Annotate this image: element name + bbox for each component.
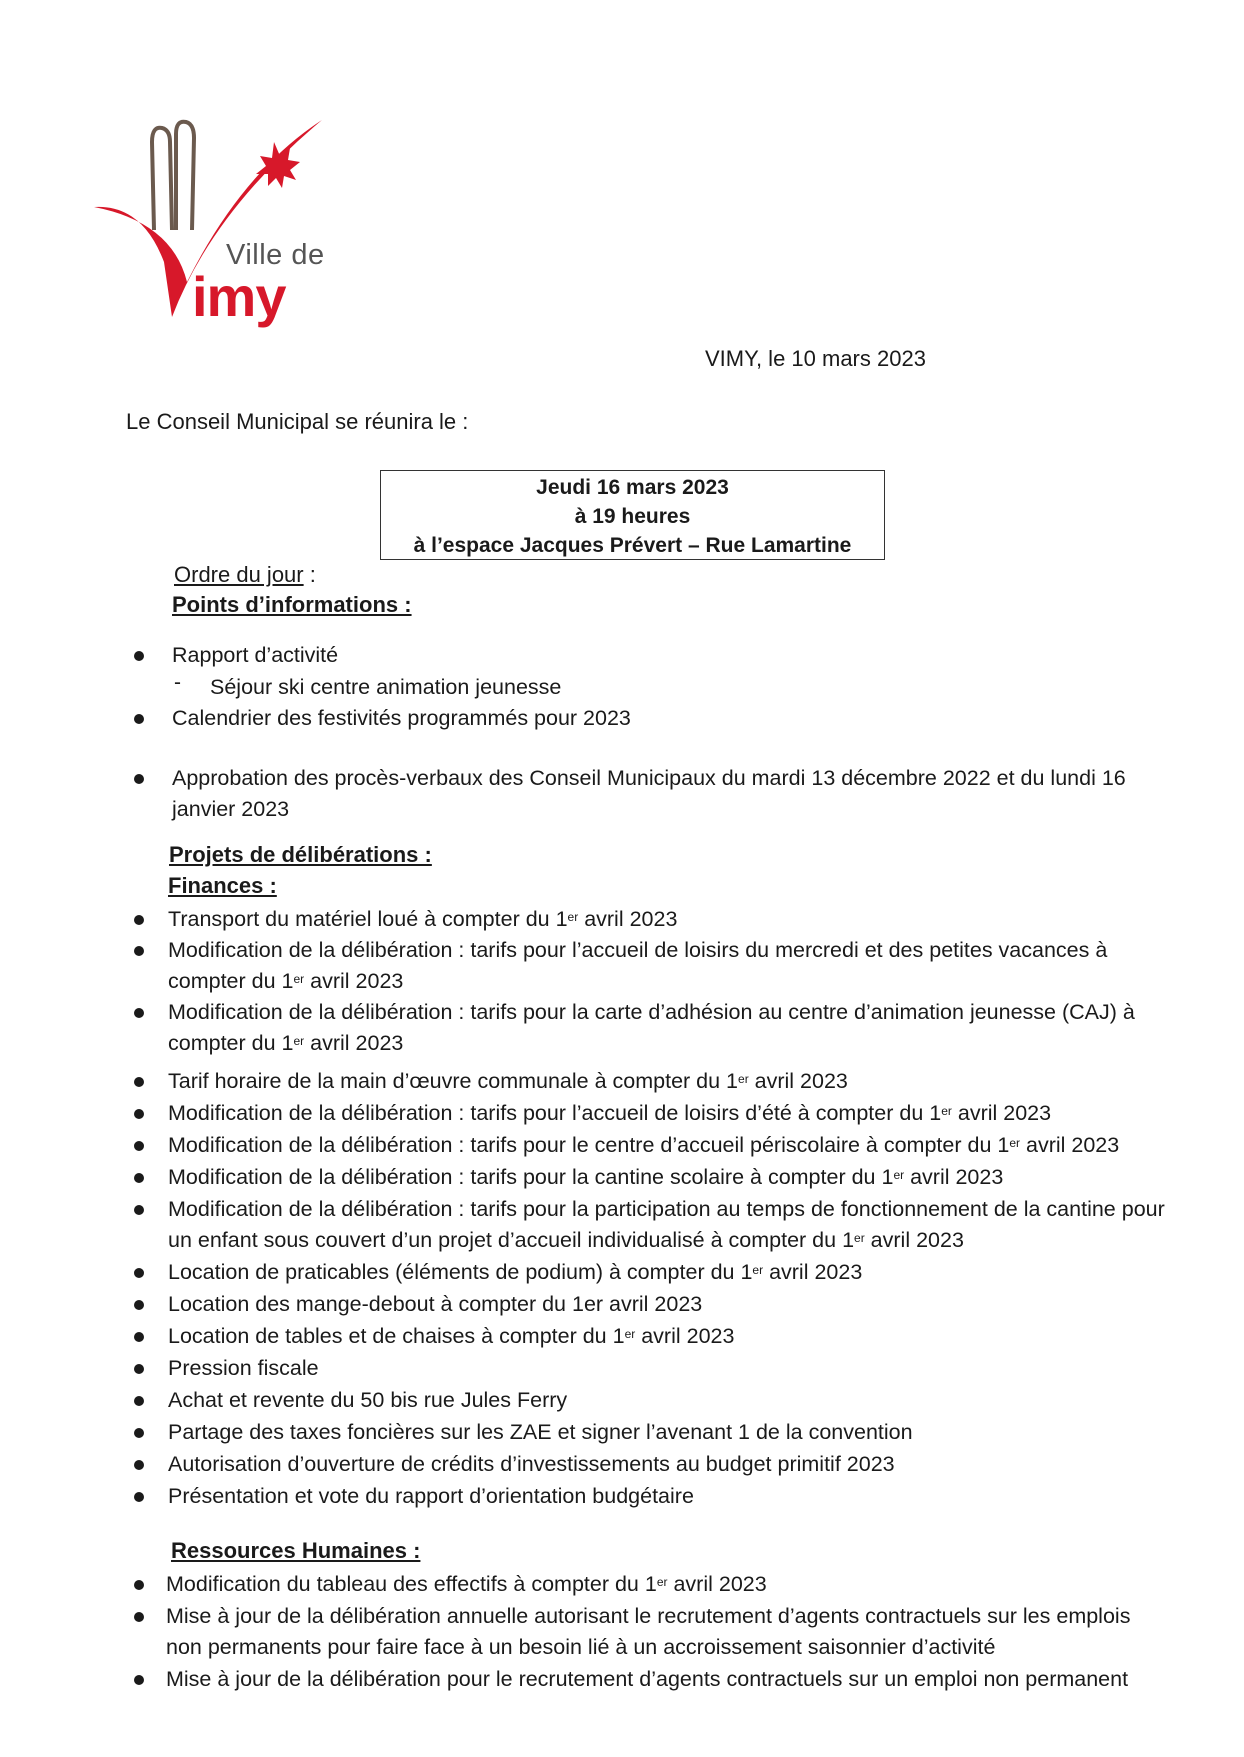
ordinal-superscript: er [293, 1034, 305, 1048]
list-item [168, 1066, 848, 1097]
meeting-day: Jeudi 16 mars 2023 [536, 476, 729, 499]
list-item-text: Modification du tableau des effectifs à compter du 1 [166, 1572, 657, 1596]
list-item: Rapport d’activité [172, 643, 339, 667]
ordinal-superscript: er [941, 1104, 952, 1118]
list-item-continuation [168, 1225, 964, 1256]
list-item [168, 1417, 913, 1448]
list-item-text: Transport du matériel loué à compter du 1 [168, 907, 568, 931]
logo-ville-de: Ville de [226, 239, 325, 271]
bullet-icon [134, 1492, 144, 1502]
list-item-text: Tarif horaire de la main d’œuvre communale à compter du 1 [168, 1069, 739, 1093]
bullet-icon [134, 651, 144, 661]
ordinal-superscript: er [752, 1263, 764, 1277]
ordinal-superscript: er [1009, 1136, 1021, 1150]
bullet-icon [134, 1428, 144, 1438]
logo-vimy: imy [192, 265, 286, 328]
bullet-icon [134, 1396, 144, 1406]
bullet-icon [134, 1141, 144, 1151]
list-item: Approbation des procès-verbaux des Conseil Municipaux du mardi 13 décembre 2022 et du lundi 16 [172, 766, 1126, 790]
list-item-text: Mise à jour de la délibération pour le recrutement d’agents contractuels sur un emploi non permanent [166, 1667, 1129, 1691]
list-subitem: Séjour ski centre animation jeunesse [210, 675, 562, 699]
list-item [168, 1130, 1119, 1161]
bullet-icon [134, 1173, 144, 1183]
date-line: VIMY, le 10 mars 2023 [705, 346, 926, 371]
ordre-du-jour [174, 562, 316, 588]
list-item-text: un enfant sous couvert d’un projet d’accueil individualisé à compter du 1 [168, 1228, 855, 1252]
list-item-text: Location de praticables (éléments de podium) à compter du 1 [168, 1260, 753, 1284]
list-item [168, 1449, 895, 1480]
meeting-time: à 19 heures [574, 505, 691, 528]
ordre-du-jour-label: Ordre du jour [174, 562, 304, 587]
projets-heading: Projets de délibérations : [169, 842, 432, 867]
bullet-icon [134, 714, 144, 724]
list-item-continuation [168, 966, 403, 997]
ordinal-superscript: er [567, 910, 579, 924]
bullet-icon [134, 946, 144, 956]
bullet-icon [134, 1364, 144, 1374]
list-item-continuation [168, 1028, 403, 1059]
list-item [168, 1098, 1051, 1129]
bullet-icon [134, 915, 144, 925]
list-item-text: Modification de la délibération : tarifs pour le centre d’accueil périscolaire à compter du 1 [168, 1133, 1010, 1157]
list-item [166, 1569, 767, 1600]
list-item-text: Location des mange-debout à compter du 1er avril 2023 [168, 1292, 703, 1316]
bullet-icon [134, 1675, 144, 1685]
list-item [168, 1289, 702, 1320]
list-item-text: Modification de la délibération : tarifs pour la carte d’adhésion au centre d’animation jeunesse (CAJ) à [168, 1000, 1135, 1024]
list-item-text: Présentation et vote du rapport d’orientation budgétaire [168, 1484, 694, 1508]
list-item-text: compter du 1 [168, 969, 294, 993]
list-item-text: Modification de la délibération : tarifs pour l’accueil de loisirs du mercredi et des petites vacances à [168, 938, 1108, 962]
list-item-continuation: janvier 2023 [172, 797, 290, 821]
list-item: Calendrier des festivités programmés pour 2023 [172, 706, 631, 730]
list-item-text-end: avril 2023 [763, 1260, 863, 1284]
bullet-icon [134, 1460, 144, 1470]
finances-heading: Finances : [168, 873, 277, 898]
bullet-icon [134, 1077, 144, 1087]
list-item-text: Modification de la délibération : tarifs pour la cantine scolaire à compter du 1 [168, 1165, 894, 1189]
bullet-icon [134, 774, 144, 784]
info-heading: Points d’informations : [172, 592, 412, 617]
list-item-text: Partage des taxes foncières sur les ZAE et signer l’avenant 1 de la convention [168, 1420, 913, 1444]
list-item [168, 1194, 1165, 1225]
list-item-text-end: avril 2023 [951, 1101, 1052, 1125]
list-item-text: Location de tables et de chaises à compter du 1 [168, 1324, 625, 1348]
list-item [166, 1601, 1130, 1632]
list-item-text-end: avril 2023 [635, 1324, 735, 1348]
list-item-text: Mise à jour de la délibération annuelle autorisant le recrutement d’agents contractuels sur les emplois [166, 1604, 1131, 1628]
list-item-text: Modification de la délibération : tarifs pour la participation au temps de fonctionnement de la cantine pour [168, 1197, 1165, 1221]
list-item-text: non permanents pour faire face à un besoin lié à un accroissement saisonnier d’activité [166, 1635, 996, 1659]
list-item [168, 1162, 1003, 1193]
ordre-du-jour-suffix: : [303, 562, 316, 587]
bullet-icon [134, 1109, 144, 1119]
ordinal-superscript: er [624, 1327, 636, 1341]
intro-text: Le Conseil Municipal se réunira le : [126, 409, 469, 434]
list-item-text: Pression fiscale [168, 1356, 319, 1380]
list-item-text: Achat et revente du 50 bis rue Jules Ferry [168, 1388, 568, 1412]
list-item [168, 904, 677, 935]
rh-heading: Ressources Humaines : [171, 1538, 421, 1563]
meeting-box [380, 470, 885, 560]
list-item-text-end: avril 2023 [304, 969, 404, 993]
list-item-text-end: avril 2023 [578, 907, 678, 931]
list-item-text-end: avril 2023 [304, 1031, 404, 1055]
bullet-icon [134, 1580, 144, 1590]
list-item-continuation [166, 1632, 995, 1663]
meeting-place: à l’espace Jacques Prévert – Rue Lamartine [413, 534, 852, 557]
list-item [168, 1385, 567, 1416]
list-item [168, 935, 1107, 966]
ville-de-vimy-logo [92, 112, 372, 342]
list-item-text-end: avril 2023 [667, 1572, 767, 1596]
list-item-text-end: avril 2023 [1020, 1133, 1120, 1157]
list-item-text-end: avril 2023 [748, 1069, 848, 1093]
bullet-icon [134, 1332, 144, 1342]
bullet-icon [134, 1008, 144, 1018]
list-item [168, 1321, 734, 1352]
dash-icon: - [174, 671, 181, 694]
ordinal-superscript: er [738, 1072, 749, 1086]
ordinal-superscript: er [893, 1168, 905, 1182]
bullet-icon [134, 1205, 144, 1215]
list-item [168, 1481, 694, 1512]
bullet-icon [134, 1300, 144, 1310]
list-item [168, 1353, 319, 1384]
list-item-text: compter du 1 [168, 1031, 294, 1055]
list-item-text-end: avril 2023 [864, 1228, 964, 1252]
list-item [168, 997, 1135, 1028]
list-item [166, 1664, 1128, 1695]
list-item-text: Autorisation d’ouverture de crédits d’investissements au budget primitif 2023 [168, 1452, 895, 1476]
ordinal-superscript: er [854, 1231, 865, 1245]
ordinal-superscript: er [656, 1575, 668, 1589]
bullet-icon [134, 1612, 144, 1622]
list-item-text: Modification de la délibération : tarifs pour l’accueil de loisirs d’été à compter du 1 [168, 1101, 942, 1125]
list-item-text-end: avril 2023 [904, 1165, 1004, 1189]
bullet-icon [134, 1268, 144, 1278]
list-item [168, 1257, 862, 1288]
ordinal-superscript: er [293, 972, 305, 986]
